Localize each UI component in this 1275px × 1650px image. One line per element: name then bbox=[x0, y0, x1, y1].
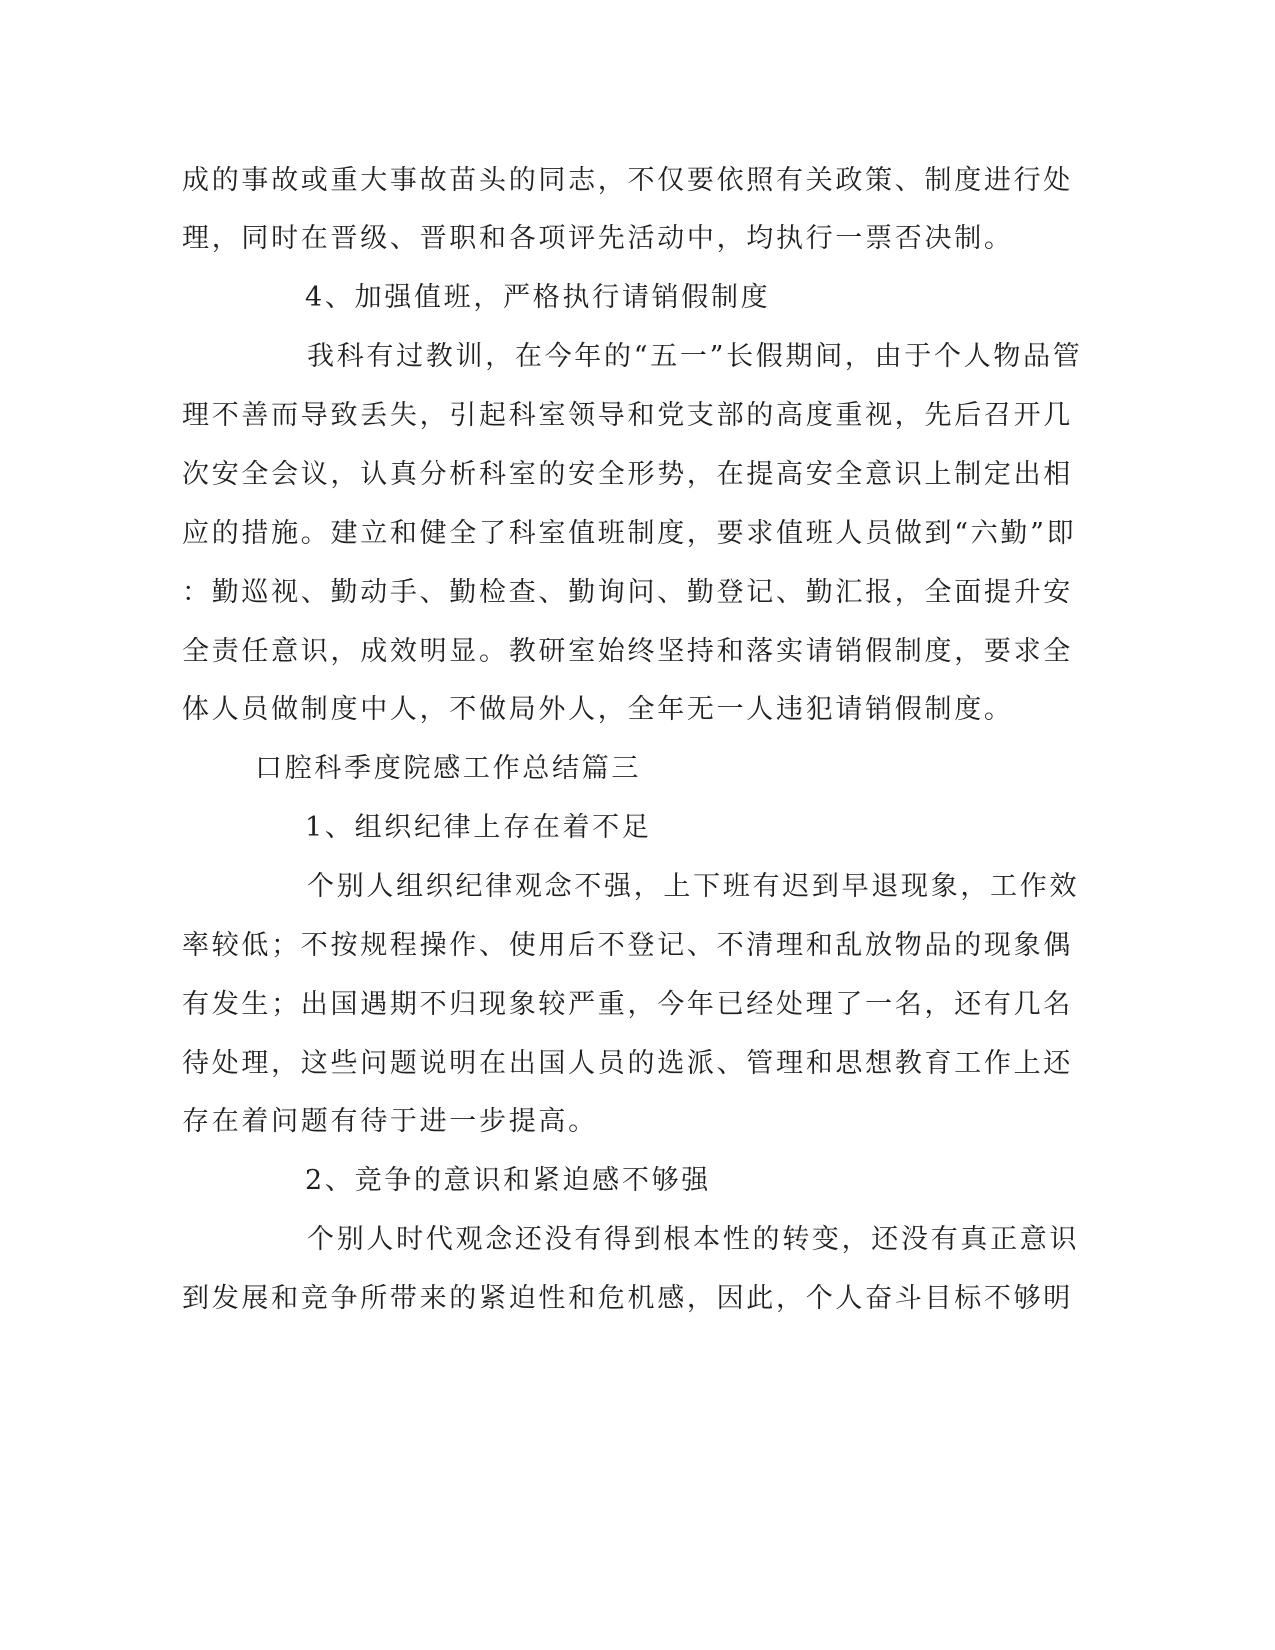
article-title: 口腔科季度院感工作总结篇三 bbox=[255, 753, 642, 784]
text-line: 个别人时代观念还没有得到根本性的转变，还没有真正意识 bbox=[307, 1224, 1080, 1255]
text-line: 全责任意识，成效明显。教研室始终坚持和落实请销假制度，要求全 bbox=[182, 636, 1073, 667]
text-line: 次安全会议，认真分析科室的安全形势，在提高安全意识上制定出相 bbox=[182, 459, 1073, 490]
text-line: 应的措施。建立和健全了科室值班制度，要求值班人员做到“六勤”即 bbox=[182, 518, 1077, 549]
section-heading: 4、加强值班，严格执行请销假制度 bbox=[305, 282, 771, 313]
text-line: 体人员做制度中人，不做局外人，全年无一人违犯请销假制度。 bbox=[182, 694, 1014, 725]
text-line: 理，同时在晋级、晋职和各项评先活动中，均执行一票否决制。 bbox=[182, 223, 1014, 254]
text-line: ：勤巡视、勤动手、勤检查、勤询问、勤登记、勤汇报，全面提升安 bbox=[182, 577, 1073, 608]
text-line: 存在着问题有待于进一步提高。 bbox=[182, 1106, 598, 1137]
text-line: 个别人组织纪律观念不强，上下班有迟到早退现象，工作效 bbox=[307, 871, 1080, 902]
text-line: 成的事故或重大事故苗头的同志，不仅要依照有关政策、制度进行处 bbox=[182, 165, 1073, 196]
text-line: 待处理，这些问题说明在出国人员的选派、管理和思想教育工作上还 bbox=[182, 1048, 1073, 1079]
text-line: 有发生；出国遇期不归现象较严重，今年已经处理了一名，还有几名 bbox=[182, 989, 1073, 1020]
section-heading: 2、竞争的意识和紧迫感不够强 bbox=[305, 1165, 711, 1196]
text-line: 我科有过教训，在今年的“五一”长假期间，由于个人物品管 bbox=[307, 341, 1083, 372]
section-heading: 1、组织纪律上存在着不足 bbox=[305, 812, 652, 843]
text-line: 理不善而导致丢失，引起科室领导和党支部的高度重视，先后召开几 bbox=[182, 400, 1073, 431]
text-line: 到发展和竞争所带来的紧迫性和危机感，因此，个人奋斗目标不够明 bbox=[182, 1283, 1073, 1314]
text-line: 率较低；不按规程操作、使用后不登记、不清理和乱放物品的现象偶 bbox=[182, 930, 1073, 961]
